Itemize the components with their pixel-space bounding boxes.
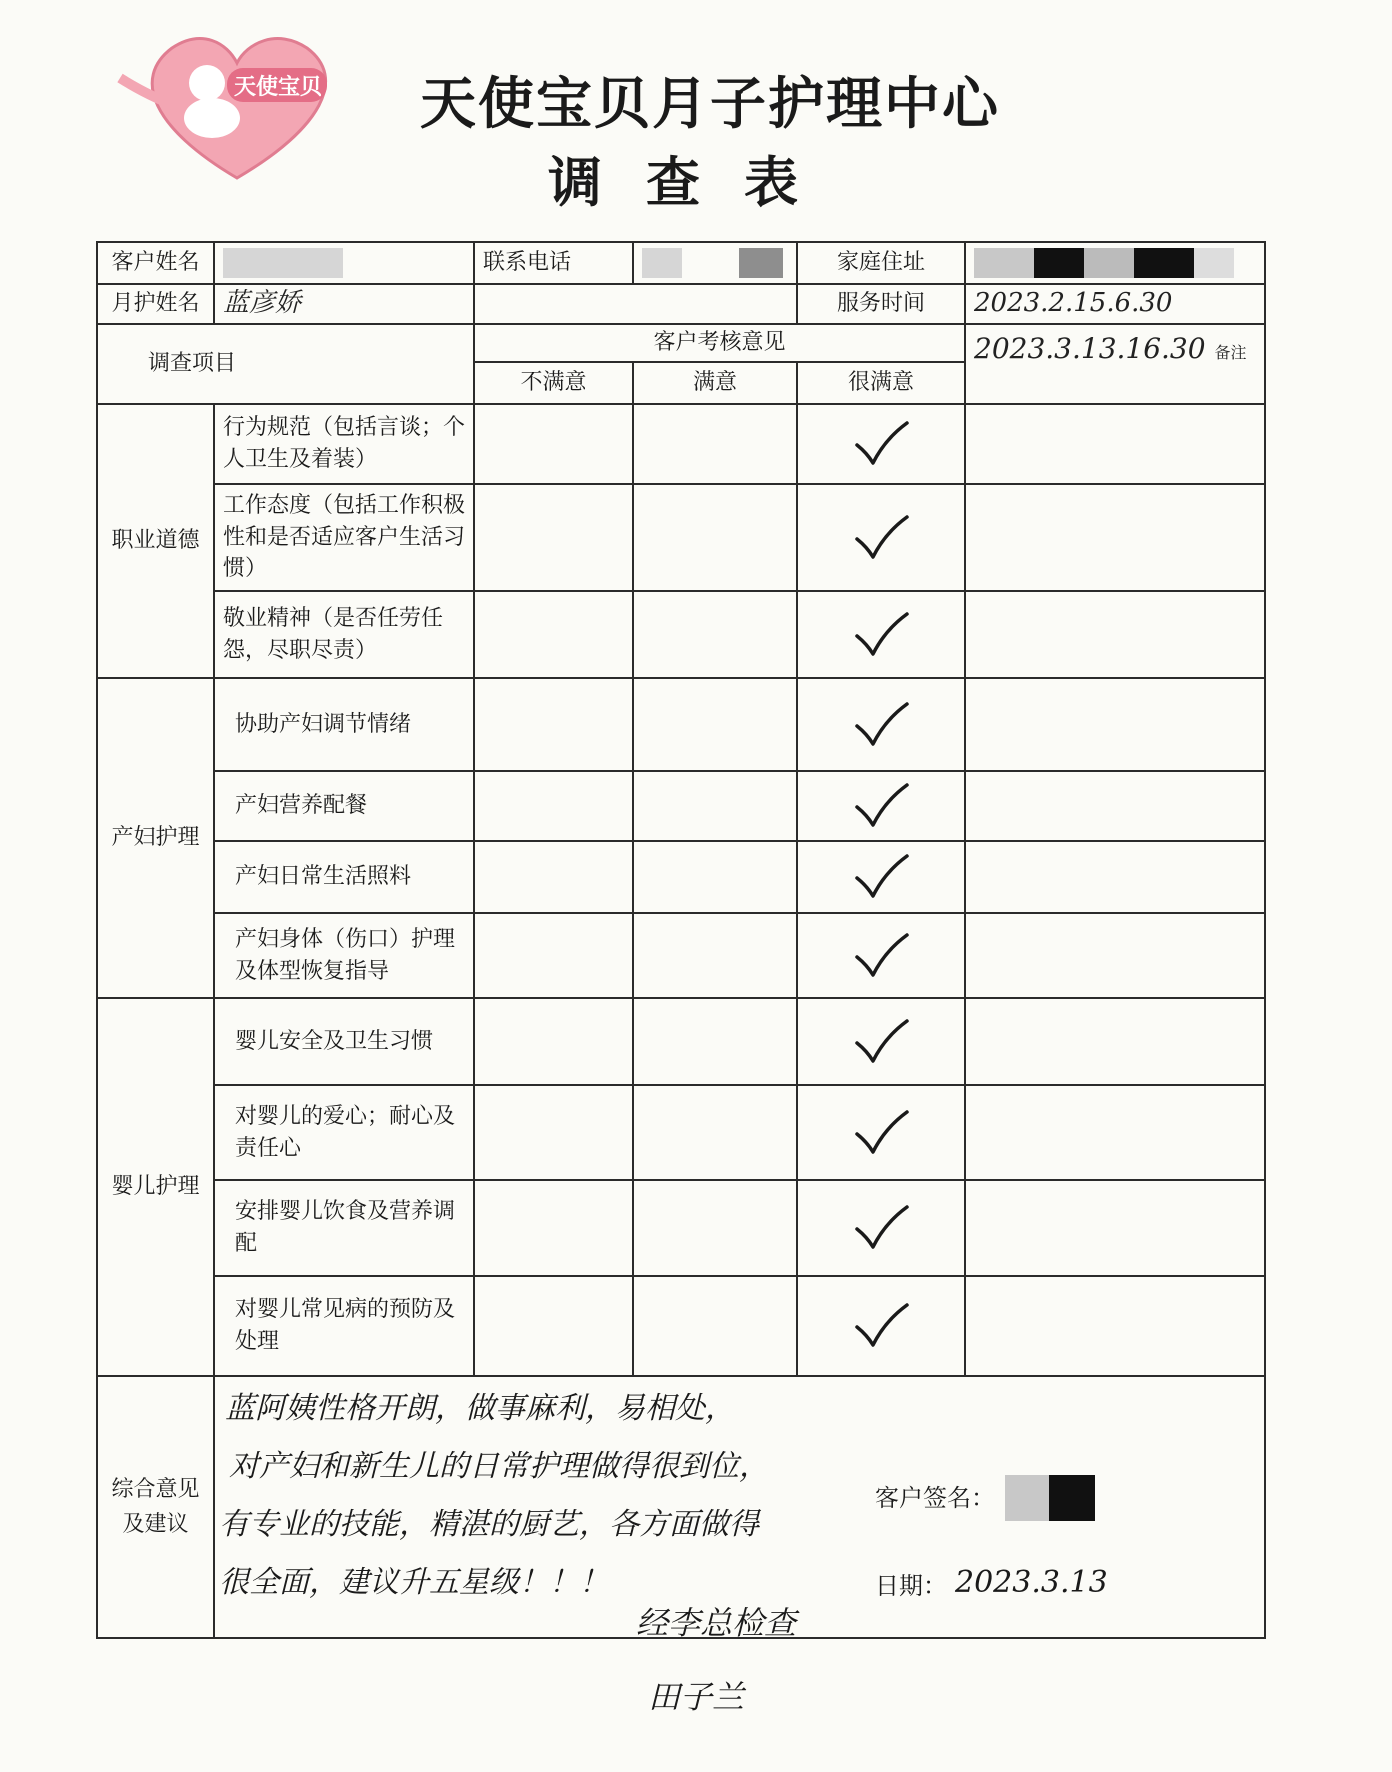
checkmark-icon [851, 781, 911, 831]
date-label: 日期： [875, 1572, 947, 1600]
checkmark-icon [851, 513, 911, 563]
signature-label: 客户签名： [875, 1484, 995, 1512]
checkmark-icon [851, 1017, 911, 1067]
item-label: 对婴儿常见病的预防及处理 [214, 1276, 474, 1376]
checkmark-icon [851, 852, 911, 902]
item-label: 安排婴儿饮食及营养调配 [214, 1180, 474, 1276]
check-mark [797, 404, 965, 484]
check-mark [797, 998, 965, 1085]
check-mark [797, 1180, 965, 1276]
service-time-label: 服务时间 [797, 284, 965, 324]
page-subtitle: 调查表 [548, 151, 842, 214]
checkmark-icon [851, 700, 911, 750]
item-label: 产妇日常生活照料 [214, 841, 474, 913]
check-mark [797, 841, 965, 913]
item-label: 行为规范（包括言谈；个人卫生及着装） [214, 404, 474, 484]
note-line-1: 经李总检查 [636, 1604, 797, 1642]
check-mark [797, 913, 965, 998]
item-label: 敬业精神（是否任劳任怨，尽职尽责） [214, 591, 474, 678]
remark-label: 备注 [1214, 343, 1247, 362]
service-time-start: 2023.2.15.6.30 [965, 284, 1265, 324]
customer-name-label: 客户姓名 [97, 242, 214, 284]
item-header: 调查项目 [97, 324, 474, 404]
option-very-satisfied: 很满意 [797, 362, 965, 404]
option-satisfied: 满意 [633, 362, 797, 404]
customer-name-value [214, 242, 474, 284]
signature-redaction-dark [1049, 1475, 1095, 1521]
checkmark-icon [851, 1108, 911, 1158]
summary-line-2: 对产妇和新生儿的日常护理做得很到位， [229, 1449, 769, 1484]
check-mark [797, 1276, 965, 1376]
checkmark-icon [851, 931, 911, 981]
category-mother-care: 产妇护理 [97, 678, 214, 998]
address-value [965, 242, 1265, 284]
item-label: 产妇营养配餐 [214, 771, 474, 841]
item-label: 产妇身体（伤口）护理及体型恢复指导 [214, 913, 474, 998]
signature-redaction-light [1005, 1475, 1049, 1521]
blank-cell [474, 284, 797, 324]
phone-label: 联系电话 [474, 242, 633, 284]
opinion-header: 客户考核意见 [474, 324, 965, 362]
checkmark-icon [851, 419, 911, 469]
category-baby-care: 婴儿护理 [97, 998, 214, 1376]
logo-text: 天使宝贝 [234, 75, 323, 100]
item-label: 对婴儿的爱心；耐心及责任心 [214, 1085, 474, 1180]
angel-baby-logo [112, 18, 362, 188]
checkmark-icon [851, 1301, 911, 1351]
item-label: 工作态度（包括工作积极性和是否适应客户生活习惯） [214, 484, 474, 591]
summary-line-1: 蓝阿姨性格开朗，做事麻利，易相处， [225, 1391, 735, 1426]
option-unsatisfied: 不满意 [474, 362, 633, 404]
note-line-2: 田子兰 [648, 1678, 745, 1716]
service-time-end-cell [965, 324, 1265, 404]
item-label: 婴儿安全及卫生习惯 [214, 998, 474, 1085]
nurse-name-label: 月护姓名 [97, 284, 214, 324]
check-mark [797, 771, 965, 841]
phone-value [633, 242, 797, 284]
nurse-name-value: 蓝彦娇 [214, 284, 474, 324]
item-label: 协助产妇调节情绪 [214, 678, 474, 771]
date-value: 2023.3.13 [955, 1565, 1108, 1600]
survey-table [96, 241, 1266, 1639]
check-mark [797, 591, 965, 678]
summary-line-4: 很全面，建议升五星级！！！ [219, 1565, 609, 1600]
checkmark-icon [851, 610, 911, 660]
page-title: 天使宝贝月子护理中心 [420, 72, 1000, 137]
summary-line-3: 有专业的技能，精湛的厨艺，各方面做得 [219, 1507, 759, 1542]
check-mark [797, 1085, 965, 1180]
category-ethics: 职业道德 [97, 404, 214, 678]
check-mark [797, 484, 965, 591]
checkmark-icon [851, 1203, 911, 1253]
address-label: 家庭住址 [797, 242, 965, 284]
check-mark [797, 678, 965, 771]
summary-label: 综合意见及建议 [97, 1376, 214, 1638]
service-time-end: 2023.3.13.16.30 [974, 332, 1206, 365]
